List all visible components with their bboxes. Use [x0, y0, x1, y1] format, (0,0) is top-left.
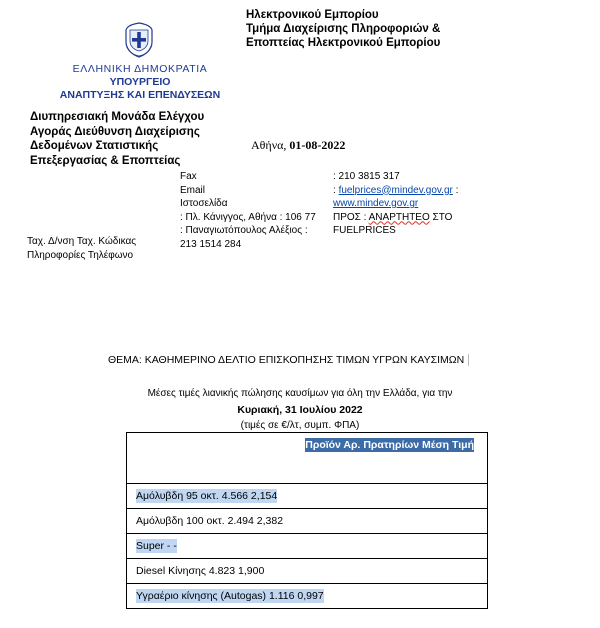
fuel-price-table [126, 432, 488, 609]
person-value: : Παναγιωτόπουλος Αλέξιος : [180, 225, 308, 236]
fax-value: : 210 3815 317 [333, 171, 400, 182]
contact-values [333, 170, 458, 238]
department-block [246, 8, 440, 50]
phone-value: 213 1514 284 [180, 238, 242, 250]
email-link[interactable]: fuelprices@mindev.gov.gr [338, 184, 453, 196]
website-row [333, 197, 458, 211]
table-row [127, 483, 487, 508]
address-labels-line-2: Πληροφορίες Τηλέφωνο [27, 249, 134, 261]
recipient-line-2: FUELPRICES [333, 225, 396, 236]
table-row [127, 533, 487, 558]
table-cell: Diesel Κίνησης 4.823 1,900 [136, 565, 265, 577]
to-label: ΠΡΟΣ : [333, 211, 369, 223]
table-cell: Αμόλυβδη 100 οκτ. 2.494 2,382 [136, 515, 284, 527]
document-date [251, 138, 345, 153]
department-line: Τμήμα Διαχείρισης Πληροφοριών & [246, 23, 441, 35]
fax-label: Fax [180, 171, 197, 182]
table-cell: Super - - [136, 540, 177, 552]
greek-emblem-icon [124, 22, 154, 58]
table-cell: Υγραέριο κίνησης (Autogas) 1.116 0,997 [136, 590, 324, 602]
department-line: Ηλεκτρονικού Εμπορίου [246, 9, 379, 21]
unit-line: Δεδομένων Στατιστικής [30, 140, 159, 152]
unit-line: Αγοράς Διεύθυνση Διαχείρισης [30, 125, 200, 138]
table-header-row [127, 433, 487, 483]
table-header: Προϊόν Αρ. Πρατηρίων Μέση Τιμή [305, 439, 474, 451]
email-row [333, 184, 458, 198]
table-cell: Αμόλυβδη 95 οκτ. 4.566 2,154 [136, 490, 278, 502]
department-line: Εποπτείας Ηλεκτρονικού Εμπορίου [246, 37, 441, 49]
ministry-line-2: ΑΝΑΠΤΥΞΗΣ ΚΑΙ ΕΠΕΝΔΥΣΕΩΝ [59, 89, 221, 101]
intro-units: (τιμές σε €/λτ, συμπ. ΦΠΑ) [240, 420, 360, 431]
ministry-line-1: ΥΠΟΥΡΓΕΙΟ [109, 76, 171, 88]
table-row [127, 508, 487, 533]
to-value-rest: ΣΤΟ [429, 211, 453, 223]
unit-line: Επεξεργασίας & Εποπτείας [30, 154, 181, 167]
address-value: : Πλ. Κάνιγγος, Αθήνα : 106 77 [180, 211, 316, 223]
intro-line-1: Μέσες τιμές λιανικής πώλησης καυσίμων για όλη την Ελλάδα, για την [147, 388, 453, 399]
table-row [127, 558, 487, 583]
date-prefix: Αθήνα, [251, 138, 287, 152]
email-prefix: : [333, 184, 339, 196]
date-value: 01-08-2022 [289, 138, 346, 152]
email-suffix: : [452, 184, 459, 196]
unit-line: Διυπηρεσιακή Μονάδα Ελέγχου [30, 111, 205, 123]
recipient-row [333, 211, 458, 225]
intro-date: Κυριακή, 31 Ιουλίου 2022 [237, 404, 363, 416]
table-row [127, 583, 487, 608]
country-name: ΕΛΛΗΝΙΚΗ ΔΗΜΟΚΡΑΤΙΑ [72, 63, 208, 75]
address-labels-line-1: Ταχ. Δ/νση Ταχ. Κώδικας [27, 236, 137, 247]
unit-block [30, 110, 204, 168]
email-label: Email [180, 184, 206, 196]
address-labels [27, 235, 136, 262]
to-value: ΑΝΑΡΤΗΤΕΟ [368, 211, 430, 223]
website-link[interactable]: www.mindev.gov.gr [333, 198, 419, 209]
contact-labels [180, 170, 316, 251]
website-label: Ιστοσελίδα [180, 198, 228, 209]
subject-line: ΘΕΜΑ: ΚΑΘΗΜΕΡΙΝΟ ΔΕΛΤΙΟ ΕΠΙΣΚΟΠΗΣΗΣ ΤΙΜΩΝ ΥΓΡΩΝ ΚΑΥΣΙΜΩΝ [108, 354, 469, 366]
